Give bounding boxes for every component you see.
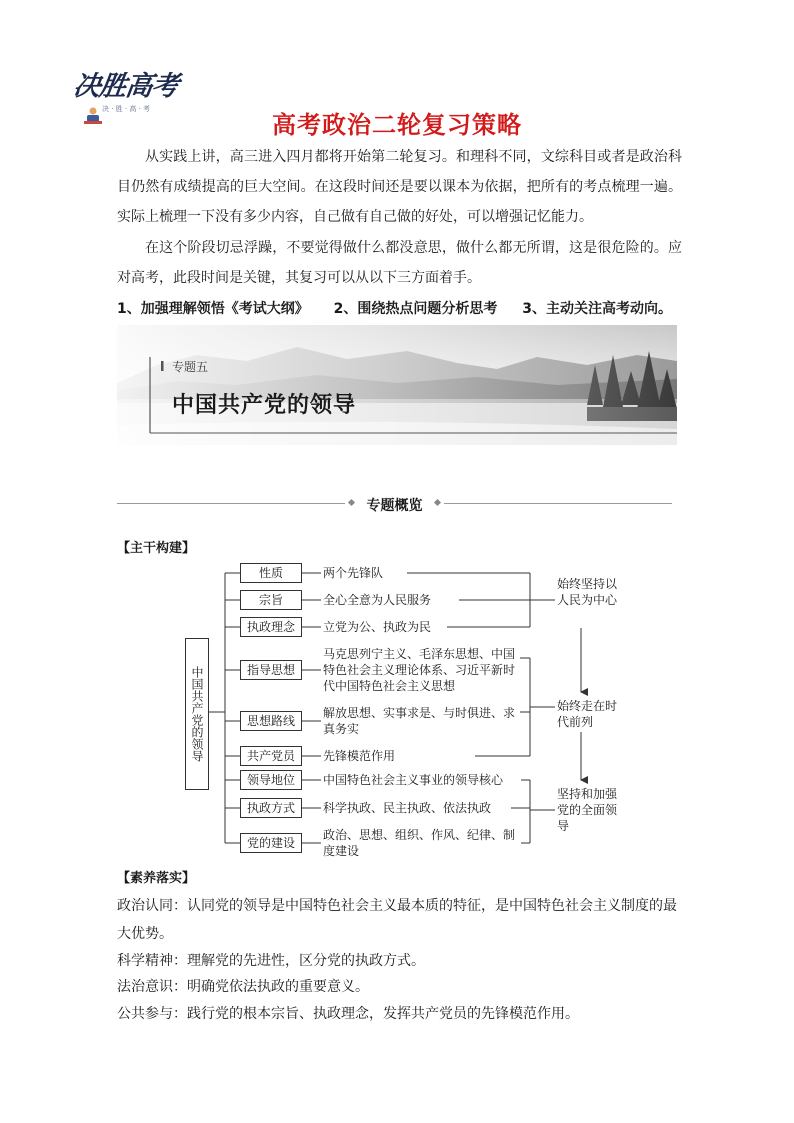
literacy-item: 法治意识：明确党依法执政的重要意义。: [117, 979, 369, 995]
literacy-text: 理解党的先进性，区分党的执政方式。: [187, 953, 425, 969]
topic-title: 中国共产党的领导: [172, 393, 357, 418]
diagram-node: 执政理念: [240, 617, 302, 637]
logo-text: 决胜高考: [71, 71, 180, 102]
diagram-node-desc: 马克思列宁主义、毛泽东思想、中国特色社会主义理论体系、习近平新时代中国特色社会主义思想: [323, 647, 516, 693]
literacy-key: 科学精神: [117, 953, 173, 969]
diagram-node-desc: 科学执政、民主执政、依法执政: [323, 801, 492, 815]
diagram-node-desc: 中国特色社会主义事业的领导核心: [323, 773, 504, 787]
literacy-key: 法治意识: [117, 979, 173, 995]
diagram-node: 共产党员: [240, 746, 302, 766]
intro-paragraph-1: 从实践上讲，高三进入四月都将开始第二轮复习。和理科不同，文综科目或者是政治科目仍然有成绩提高的巨大空间。在这段时间还是要以课本为依据，把所有的考点梳理一遍。实际上梳理一下没有多少内容，自己做有自己做的好处，可以增强记忆能力。: [117, 149, 682, 225]
literacy-item: 公共参与：践行党的根本宗旨、执政理念，发挥共产党员的先锋模范作用。: [117, 1006, 579, 1022]
diagram-node: 领导地位: [240, 770, 302, 790]
diagram-node: 指导思想: [240, 660, 302, 680]
diagram-outcome: 始终坚持以人民为中心: [557, 577, 618, 607]
diagram-outcome: 坚持和加强党的全面领导: [557, 787, 618, 833]
topic-banner-landscape: [117, 325, 677, 445]
diagram-node-desc: 政治、思想、组织、作风、纪律、制度建设: [323, 828, 516, 858]
literacy-key: 公共参与: [117, 1006, 173, 1022]
literacy-item: 科学精神：理解党的先进性，区分党的执政方式。: [117, 953, 425, 969]
diagram-node-desc: 两个先锋队: [323, 566, 384, 580]
literacy-item: 政治认同：认同党的领导是中国特色社会主义最本质的特征，是中国特色社会主义制度的最大优势。: [117, 898, 677, 942]
diagram-node-desc: 全心全意为人民服务: [323, 593, 432, 607]
literacy-text: 认同党的领导是中国特色社会主义最本质的特征，是中国特色社会主义制度的最大优势。: [117, 898, 677, 942]
diagram-node: 党的建设: [240, 833, 302, 853]
divider-line-right: [444, 503, 672, 504]
diagram-root: 中国共产党的领导: [185, 638, 209, 790]
overview-heading: 专题概览: [366, 498, 423, 514]
diagram-node-desc: 先锋模范作用: [323, 749, 396, 763]
section-heading-main: 【主干构建】: [117, 541, 196, 556]
diagram-outcome: 始终走在时代前列: [557, 699, 618, 729]
section-heading-literacy: 【素养落实】: [117, 871, 196, 886]
diagram-node: 宗旨: [240, 590, 302, 610]
review-points: [117, 298, 717, 318]
review-point: 1、加强理解领悟《考试大纲》: [117, 301, 309, 317]
overview-divider: [117, 493, 672, 515]
diagram-node: 执政方式: [240, 798, 302, 818]
diagram-node: 思想路线: [240, 711, 302, 731]
review-point: 2、围绕热点问题分析思考: [333, 301, 498, 317]
literacy-text: 践行党的根本宗旨、执政理念，发挥共产党员的先锋模范作用。: [187, 1006, 579, 1022]
diagram-node: 性质: [240, 563, 302, 583]
diagram-node-desc: 解放思想、实事求是、与时俱进、求真务实: [323, 706, 516, 736]
review-point: 3、主动关注高考动向。: [522, 301, 672, 317]
page-title: 高考政治二轮复习策略: [272, 111, 522, 139]
literacy-text: 明确党依法执政的重要意义。: [187, 979, 369, 995]
concept-diagram: [185, 560, 625, 860]
diagram-node-desc: 立党为公、执政为民: [323, 620, 432, 634]
intro-paragraph-2: 在这个阶段切忌浮躁，不要觉得做什么都没意思，做什么都无所谓，这是很危险的。应对高考，此段时间是关键，其复习可以从以下三方面着手。: [117, 240, 682, 286]
topic-number: 专题五: [172, 360, 209, 374]
logo-subtitle: 决 · 胜 · 高 · 考: [102, 105, 151, 113]
literacy-key: 政治认同: [117, 898, 173, 914]
